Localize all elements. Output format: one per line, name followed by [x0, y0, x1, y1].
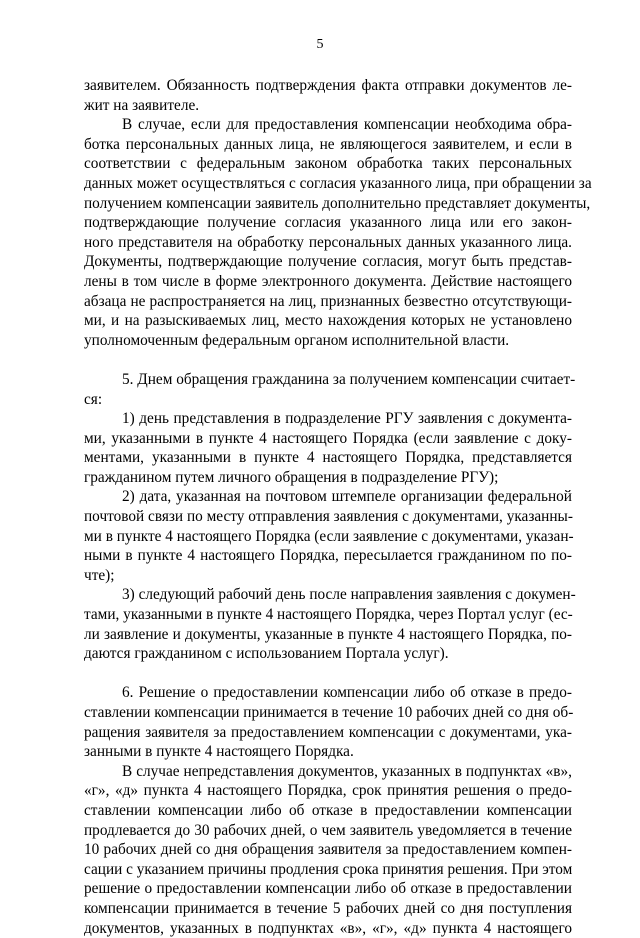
paragraph-gap	[84, 664, 572, 684]
text-line: Документы, подтверждающие получение согласия, могут быть представ-	[84, 253, 572, 271]
text-line: ми, указанными в пункте 4 настоящего Порядка (если заявление с доку-	[84, 429, 572, 447]
page-number: 5	[316, 37, 324, 52]
text-line: документов, указанных в подпунктах «в», «г», «д» пункта 4 настоящего	[84, 919, 572, 937]
text-line: ли заявление и документы, указанные в пункте 4 настоящего Порядка, по-	[84, 625, 572, 643]
text-line: чте);	[84, 566, 115, 584]
text-line: В случае непредставления документов, указанных в подпунктах «в»,	[122, 762, 572, 780]
text-line: почтовой связи по месту отправления заявления с документами, указанны-	[84, 508, 573, 526]
text-line: компенсации принимается в течение 5 рабочих дней со дня поступления	[84, 899, 572, 917]
text-line: 1) день представления в подразделение РГУ заявления с документа-	[122, 410, 572, 428]
text-line: занными в пункте 4 настоящего Порядка.	[84, 743, 354, 761]
text-line: продлевается до 30 рабочих дней, о чем заявитель уведомляется в течение	[84, 821, 572, 839]
text-line: 5. Днем обращения гражданина за получением компенсации считает-	[122, 370, 576, 388]
text-line: ставлении компенсации либо об отказе в предоставлении компенсации	[84, 801, 572, 819]
document-body	[84, 76, 592, 938]
text-line: уполномоченным федеральным органом исполнительной власти.	[84, 331, 510, 349]
text-line: В случае, если для предоставления компенсации необходима обра-	[122, 116, 572, 134]
text-line: даются гражданином с использованием Портала услуг).	[84, 645, 449, 663]
text-line: ными в пункте 4 настоящего Порядка, пересылается гражданином по по-	[84, 547, 572, 565]
text-line: ми в пункте 4 настоящего Порядка (если заявление с документами, указан-	[84, 527, 574, 545]
paragraph-gap	[84, 350, 572, 370]
text-line: ставлении компенсации принимается в течение 10 рабочих дней со дня об-	[84, 704, 574, 721]
text-line: абзаца не распространяется на лиц, признанных безвестно отсутствующи-	[84, 292, 572, 310]
text-line: подтверждающие получение согласия указанного лица или его закон-	[84, 214, 572, 232]
text-line: ного представителя на обработку персональных данных указанного лица.	[84, 233, 572, 251]
text-line: лены в том числе в форме электронного документа. Действие настоящего	[84, 272, 572, 290]
text-line: «г», «д» пункта 4 настоящего Порядка, срок принятия решения о предо-	[84, 782, 572, 800]
text-line: сации с указанием причины продления срока принятия решения. При этом	[84, 860, 573, 878]
text-line: ментами, указанными в пункте 4 настоящего Порядка, представляется	[84, 449, 572, 467]
text-line: 3) следующий рабочий день после направления заявления с докумен-	[122, 586, 576, 604]
text-line: заявителем. Обязанность подтверждения факта отправки документов ле-	[84, 77, 572, 94]
text-line: соответствии с федеральным законом обработка таких персональных	[84, 155, 572, 173]
text-line: ращения заявителя за предоставлением компенсации с документами, ука-	[84, 723, 572, 741]
text-line: ся:	[84, 390, 103, 408]
text-line: ми, и на разыскиваемых лиц, место нахождения которых не установлено	[84, 312, 572, 330]
text-line: данных может осуществляться с согласия указанного лица, при обращении за	[84, 174, 592, 192]
text-line: 6. Решение о предоставлении компенсации либо об отказе в предо-	[122, 684, 572, 702]
text-line: 10 рабочих дней со дня обращения заявителя за предоставлением компен-	[84, 841, 572, 859]
text-line: получением компенсации заявитель дополнительно представляет документы,	[84, 194, 591, 212]
text-line: тами, указанными в пункте 4 настоящего Порядка, через Портал услуг (ес-	[84, 606, 573, 624]
text-line: решение о предоставлении компенсации либо об отказе в предоставлении	[84, 880, 572, 898]
text-line: ботка персональных данных лица, не являющегося заявителем, и если в	[84, 135, 572, 153]
text-line: жит на заявителе.	[84, 96, 200, 114]
text-line: гражданином путем личного обращения в подразделение РГУ);	[84, 468, 499, 486]
text-line: 2) дата, указанная на почтовом штемпеле организации федеральной	[122, 488, 572, 506]
